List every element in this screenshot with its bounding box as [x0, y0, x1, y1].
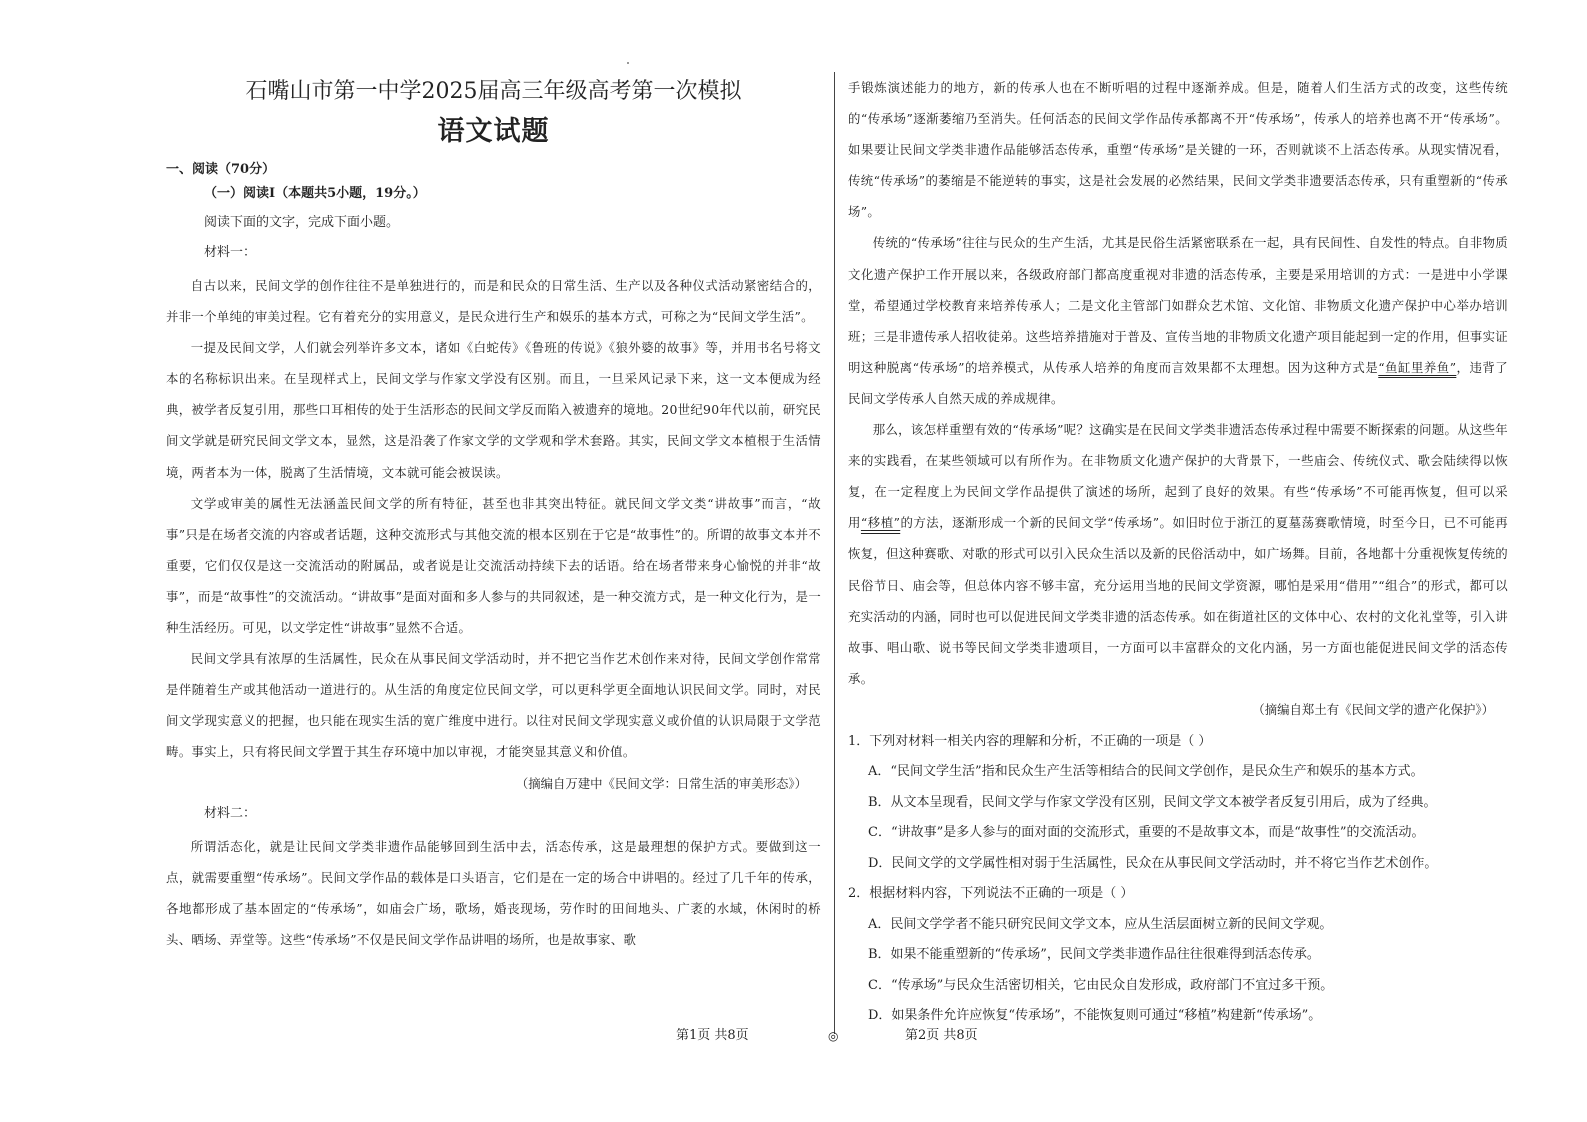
material1-paragraph: 自古以来，民间文学的创作往往不是单独进行的，而是和民众的日常生活、生产以及各种仪式活动紧密结合的，并非一个单纯的审美过程。它有着充分的实用意义，是民众进行生产和娱乐的基本方式，可称之为“民间文学生活”。 [166, 278, 821, 325]
underlined-phrase: “鱼缸里养鱼” [1378, 359, 1457, 375]
question-option: C．“传承场”与民众生活密切相关，它由民众自发形成，政府部门不宜过多干预。 [868, 977, 1334, 993]
question-option: A．“民间文学生活”指和民众生产生活等相结合的民间文学创作，是民众生产和娱乐的基本方式。 [868, 764, 1424, 780]
question-option: A．民间文学学者不能只研究民间文学文本，应从生活层面树立新的民间文学观。 [868, 916, 1333, 932]
binding-mark-icon: ◎ [828, 1029, 839, 1043]
instruction-text: 阅读下面的文字，完成下面小题。 [204, 215, 400, 230]
right-column [848, 72, 1508, 1032]
question-option: D．民间文学的文学属性相对弱于生活属性，民众在从事民间文学活动时，并不将它当作艺术创作。 [868, 855, 1438, 871]
material1-paragraph: 民间文学具有浓厚的生活属性，民众在从事民间文学活动时，并不把它当作艺术创作来对待，民间文学创作常常是伴随着生产或其他活动一道进行的。从生活的角度定位民间文学，可以更科学更全面地认识民间文学。同时，对民间文学现实意义的把握，也只能在现实生活的宽广维度中进行。以往对民间文学现实意义或价值的认识局限于文学范畴。事实上，只有将民间文学置于其生存环境中加以审视，才能突显其意义和价值。 [166, 651, 821, 760]
material2-paragraph: 所谓活态化，就是让民间文学类非遗作品能够回到生活中去，活态传承，这是最理想的保护方式。要做到这一点，就需要重塑“传承场”。民间文学作品的载体是口头语言，它们是在一定的场合中讲唱的。经过了几千年的传承，各地都形成了基本固定的“传承场”，如庙会广场，歌场，婚丧现场，劳作时的田间地头、广袤的水域，休闲时的桥头、晒场、弄堂等。这些“传承场”不仅是民间文学作品讲唱的场所，也是故事家、歌 [166, 838, 821, 947]
page-number-left: 第1页 共8页 [676, 1028, 749, 1043]
question-option: D．如果条件允许应恢复“传承场”，不能恢复则可通过“移植”构建新“传承场”。 [868, 1008, 1322, 1024]
material1-label: 材料一： [204, 245, 257, 260]
exam-title: 石嘴山市第一中学2025届高三年级高考第一次模拟 [245, 79, 742, 104]
question-option: B．从文本呈现看，民间文学与作家文学没有区别，民间文学文本被学者反复引用后，成为了经典。 [868, 794, 1437, 810]
material1-source: （摘编自万建中《民间文学：日常生活的审美形态》） [515, 775, 807, 791]
question-option: C．“讲故事”是多人参与的面对面的交流形式，重要的不是故事文本，而是“故事性”的交流活动。 [868, 825, 1425, 841]
column-divider [834, 72, 835, 1034]
exam-subtitle: 语文试题 [437, 116, 550, 147]
material2-source: （摘编自郑土有《民间文学的遗产化保护》） [1252, 701, 1494, 717]
question-stem: 2．根据材料内容，下列说法不正确的一项是（ ） [848, 886, 1134, 902]
underlined-phrase: “移植” [860, 515, 901, 531]
material1-paragraph: 一提及民间文学，人们就会列举许多文本，诸如《白蛇传》《鲁班的传说》《狼外婆的故事》等，并用书名号将文本的名称标识出来。在呈现样式上，民间文学与作家文学没有区别。而且，一旦采风记录下来，这一文本便成为经典，被学者反复引用，那些口耳相传的处于生活形态的民间文学反而陷入被遗弃的境地。20世纪90年代以前，研究民间文学就是研究民间文学文本，显然，这是沿袭了作家文学的文学观和学术套路。其实，民间文学文本植根于生活情境，两者本为一体，脱离了生活情境，文本就可能会被误读。 [166, 340, 821, 480]
material2-paragraph: 传统的“传承场”往往与民众的生产生活，尤其是民俗生活紧密联系在一起，具有民间性、自发性的特点。自非物质文化遗产保护工作开展以来，各级政府部门都高度重视对非遗的活态传承，主要是采用培训的方式：一是进中小学课堂，希望通过学校教育来培养传承人；二是文化主管部门如群众艺术馆、文化馆、非物质文化遗产保护中心举办培训班；三是非遗传承人招收徒弟。这些培养措施对于普及、宣传当地的非物质文化遗产项目能起到一定的作用，但事实证明这种脱离“传承场”的培养模式，从传承人培养的角度而言效果都不太理想。因为这种方式是“鱼缸里养鱼”，违背了民间文学传承人自然天成的养成规律。 [848, 235, 1508, 406]
question-2 [848, 879, 1508, 1032]
question-option: B．如果不能重塑新的“传承场”，民间文学类非遗作品往往很难得到活态传承。 [868, 947, 1320, 963]
material2-paragraph: 那么，该怎样重塑有效的“传承场”呢？这确实是在民间文学类非遗活态传承过程中需要不断探索的问题。从这些年来的实践看，在某些领域可以有所作为。在非物质文化遗产保护的大背景下，一些庙会、传统仪式、歌会陆续得以恢复，在一定程度上为民间文学作品提供了演述的场所，起到了良好的效果。有些“传承场”不可能再恢复，但可以采用“移植”的方法，逐渐形成一个新的民间文学“传承场”。如旧时位于浙江的夏墓荡赛歌情境，时至今日，已不可能再恢复，但这种赛歌、对歌的形式可以引入民众生活以及新的民俗活动中，如广场舞。目前，各地都十分重视恢复传统的民俗节日、庙会等，但总体内容不够丰富，充分运用当地的民间文学资源，哪怕是采用“借用”“组合”的形式，都可以充实活动的内涵，同时也可以促进民间文学类非遗的活态传承。如在街道社区的文体中心、农村的文化礼堂等，引入讲故事、唱山歌、说书等民间文学类非遗项目，一方面可以丰富群众的文化内涵，另一方面也能促进民间文学的活态传承。 [848, 422, 1508, 686]
material1-paragraph: 文学或审美的属性无法涵盖民间文学的所有特征，甚至也非其突出特征。就民间文学文类“讲故事”而言，“故事”只是在场者交流的内容或者话题，这种交流形式与其他交流的根本区别在于它是“故事性”的。所谓的故事文本并不重要，它们仅仅是这一交流活动的附属品，或者说是让交流活动持续下去的话语。给在场者带来身心愉悦的并非“故事”，而是“故事性”的交流活动。“讲故事”是面对面和多人参与的共同叙述，是一种交流方式，是一种文化行为，是一种生活经历。可见，以文学定性“讲故事”显然不合适。 [166, 495, 822, 636]
question-1 [848, 727, 1508, 880]
question-stem: 1．下列对材料一相关内容的理解和分析，不正确的一项是（ ） [848, 733, 1212, 749]
material2-label: 材料二： [204, 805, 257, 821]
left-column [166, 72, 821, 955]
scan-dot [627, 62, 629, 64]
section-heading: 一、阅读（70分） [166, 162, 276, 177]
material2-paragraph-continued: 手锻炼演述能力的地方，新的传承人也在不断听唱的过程中逐渐养成。但是，随着人们生活方式的改变，这些传统的“传承场”逐渐萎缩乃至消失。任何活态的民间文学作品传承都离不开“传承场”，传承人的培养也离不开“传承场”。如果要让民间文学类非遗作品能够活态传承，重塑“传承场”是关键的一环，否则就谈不上活态传承。从现实情况看，传统“传承场”的萎缩是不能逆转的事实，这是社会发展的必然结果，民间文学类非遗要活态传承，只有重塑新的“传承场”。 [848, 80, 1508, 220]
page-number-right: 第2页 共8页 [905, 1028, 978, 1043]
subsection-heading: （一）阅读I（本题共5小题，19分。） [204, 186, 426, 201]
